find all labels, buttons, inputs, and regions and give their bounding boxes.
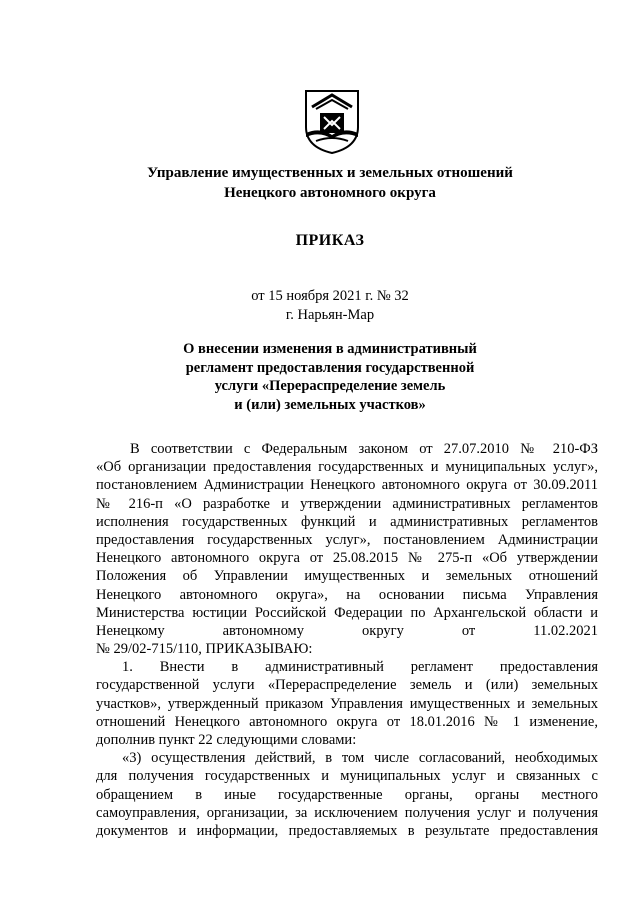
subject-line-1: О внесении изменения в административный — [183, 341, 477, 357]
body-line: Министерства юстиции Российской Федерации по Архангельской области и — [96, 604, 598, 621]
subject-line-4: и (или) земельных участков» — [234, 396, 426, 413]
body-line: государственной услуги «Перераспределение земель и (или) земельных — [96, 677, 598, 694]
body-line: «Об организации предоставления государственных и муниципальных услуг», — [96, 459, 598, 476]
document-title: ПРИКАЗ — [295, 232, 365, 249]
body-line: Положения об Управлении имущественных и земельных отношений — [96, 568, 598, 585]
document-body — [96, 440, 598, 840]
body-line: № 29/02-715/110, ПРИКАЗЫВАЮ: — [96, 641, 313, 658]
org-line-2: Ненецкого автономного округа — [224, 185, 436, 201]
body-line: исполнения государственных функций и административных регламентов — [96, 513, 598, 530]
document-subject — [80, 340, 580, 414]
body-line: Ненецкого автономного округа», на основании письма Управления — [96, 586, 598, 603]
body-line: «3) осуществления действий, в том числе согласований, необходимых — [122, 750, 598, 767]
body-line: обращением в иные государственные органы, органы местного — [96, 786, 598, 803]
org-line-1: Управление имущественных и земельных отношений — [147, 165, 513, 181]
body-line: отношений Ненецкого автономного округа от 18.01.2016 № 1 изменение, — [96, 713, 598, 730]
body-line: постановлением Администрации Ненецкого автономного округа от 30.09.2011 — [96, 477, 598, 494]
body-line: Ненецкого автономного округа от 25.08.2015 № 275-п «Об утверждении — [96, 550, 598, 567]
body-line: № 216-п «О разработке и утверждении административных регламентов — [96, 495, 598, 512]
date-number: от 15 ноября 2021 г. № 32 — [251, 288, 409, 304]
body-line: участков», утвержденный приказом Управления имущественных и земельных — [96, 695, 598, 712]
body-line: В соответствии с Федеральным законом от 27.07.2010 № 210-ФЗ — [130, 441, 598, 457]
body-line: документов и информации, предоставляемых в результате предоставления — [96, 822, 598, 839]
body-line: дополнив пункт 22 следующими словами: — [96, 732, 357, 748]
body-line: Ненецкому автономному округу от 11.02.2021 — [96, 622, 598, 639]
subject-line-3: услуги «Перераспределение земель — [214, 378, 446, 394]
body-line: для получения государственных и муниципальных услуг и связанных с — [96, 768, 598, 785]
body-line: 1. Внести в административный регламент предоставления — [122, 659, 598, 676]
subject-line-2: регламент предоставления государственной — [185, 359, 475, 376]
coat-of-arms-emblem — [302, 87, 362, 155]
organization-name — [80, 163, 580, 203]
body-line: самоуправления, организации, за исключением получения услуг и получения — [96, 804, 598, 821]
document-meta — [80, 287, 580, 325]
place: г. Нарьян-Мар — [285, 307, 375, 323]
body-line: предоставления государственных услуг», постановлением Администрации — [96, 531, 598, 548]
